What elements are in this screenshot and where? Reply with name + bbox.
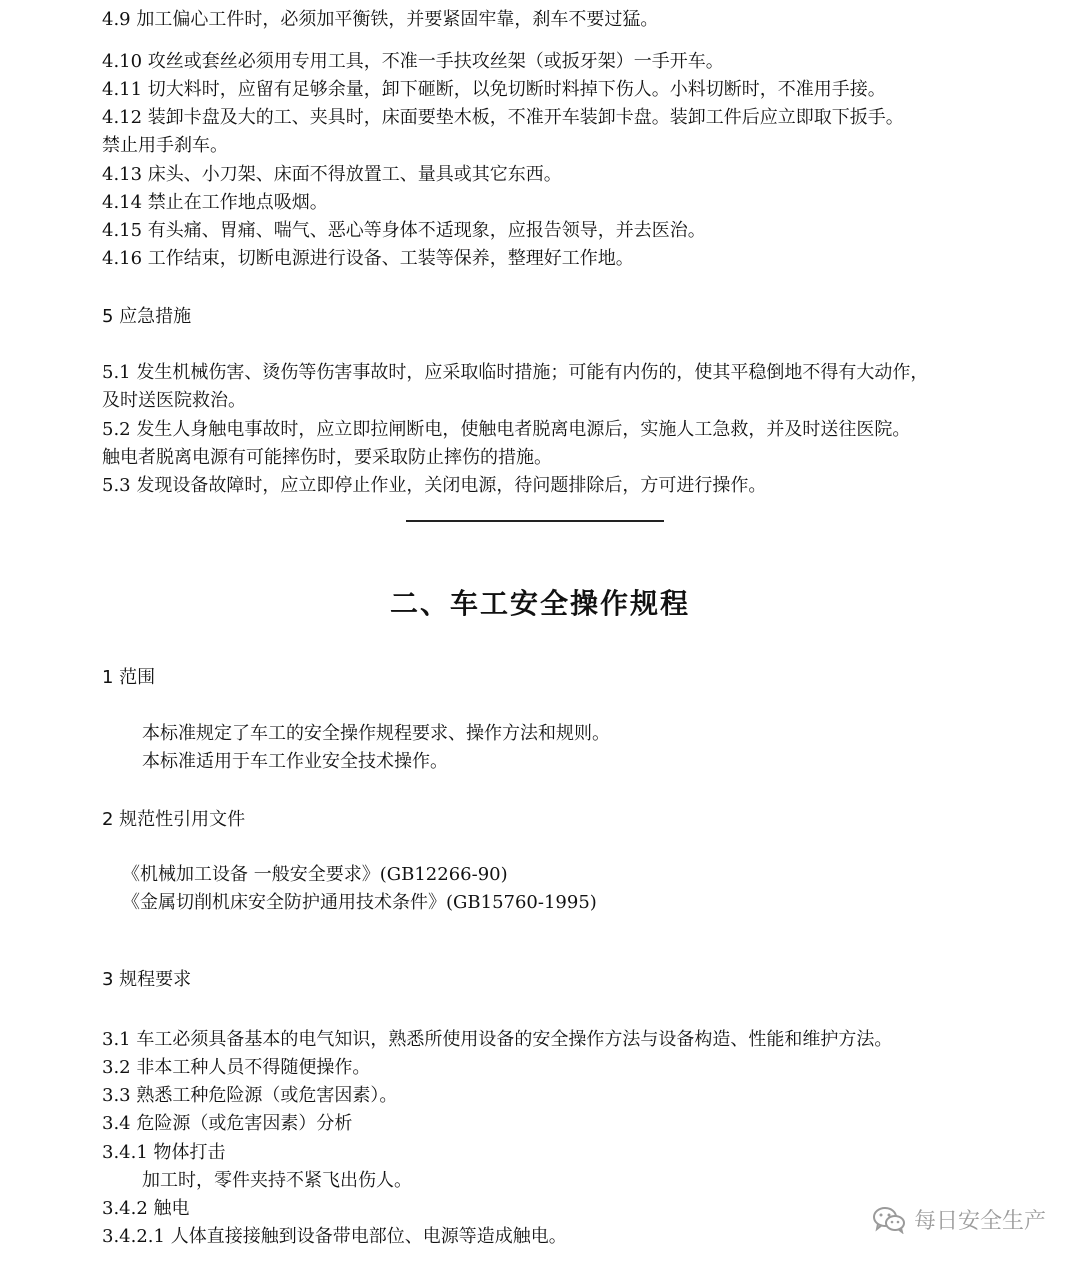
paragraph-line: 禁止用手刹车。 (102, 135, 228, 156)
paragraph-line: 触电者脱离电源有可能摔伤时，要采取防止摔伤的措施。 (102, 447, 552, 468)
paragraph-line: 4.12 装卸卡盘及大的工、夹具时，床面要垫木板，不准开车装卸卡盘。装卸工件后应立即取下扳手。 (102, 107, 904, 128)
watermark (872, 1204, 1046, 1235)
paragraph-line: 5.1 发生机械伤害、烫伤等伤害事故时，应采取临时措施；可能有内伤的，使其平稳倒地不得有大动作， (102, 362, 929, 383)
section-heading-requirements: 3 规程要求 (102, 969, 192, 990)
paragraph-line: 5.2 发生人身触电事故时，应立即拉闸断电，使触电者脱离电源后，实施人工急救，并及时送往医院。 (102, 419, 911, 440)
section-heading-references: 2 规范性引用文件 (102, 809, 246, 830)
paragraph-line: 及时送医院救治。 (102, 390, 246, 411)
paragraph-line: 4.10 攻丝或套丝必须用专用工具，不准一手扶攻丝架（或扳牙架）一手开车。 (102, 51, 724, 72)
reference-line: 《机械加工设备 一般安全要求》(GB12266-90) (122, 864, 508, 885)
paragraph-line: 3.1 车工必须具备基本的电气知识，熟悉所使用设备的安全操作方法与设备构造、性能和维护方法。 (102, 1029, 893, 1050)
paragraph-line: 4.13 床头、小刀架、床面不得放置工、量具或其它东西。 (102, 164, 562, 185)
paragraph-line: 3.4.2 触电 (102, 1198, 190, 1219)
paragraph-line: 5.3 发现设备故障时，应立即停止作业，关闭电源，待问题排除后，方可进行操作。 (102, 475, 767, 496)
paragraph-line: 4.16 工作结束，切断电源进行设备、工装等保养，整理好工作地。 (102, 248, 634, 269)
paragraph-line: 3.4 危险源（或危害因素）分析 (102, 1113, 353, 1134)
wechat-icon (872, 1206, 906, 1234)
reference-line: 《金属切削机床安全防护通用技术条件》(GB15760-1995) (122, 892, 597, 913)
paragraph-line: 3.4.1 物体打击 (102, 1142, 226, 1163)
paragraph-line: 4.11 切大料时，应留有足够余量，卸下砸断，以免切断时料掉下伤人。小料切断时，不准用手接。 (102, 79, 886, 100)
paragraph-line: 4.9 加工偏心工件时，必须加平衡铁，并要紧固牢靠，刹车不要过猛。 (102, 9, 659, 30)
page-title: 二、车工安全操作规程 (389, 587, 690, 620)
paragraph-line: 4.15 有头痛、胃痛、喘气、恶心等身体不适现象，应报告领导，并去医治。 (102, 220, 706, 241)
paragraph-line: 本标准规定了车工的安全操作规程要求、操作方法和规则。 (142, 723, 610, 744)
paragraph-line: 3.2 非本工种人员不得随便操作。 (102, 1057, 371, 1078)
paragraph-line: 3.4.2.1 人体直接接触到设备带电部位、电源等造成触电。 (102, 1226, 567, 1247)
paragraph-line: 3.3 熟悉工种危险源（或危害因素）。 (102, 1085, 398, 1106)
section-heading-scope: 1 范围 (102, 667, 156, 688)
section-divider (406, 520, 664, 522)
watermark-text: 每日安全生产 (913, 1209, 1046, 1234)
section-heading-emergency: 5 应急措施 (102, 306, 192, 327)
paragraph-line: 本标准适用于车工作业安全技术操作。 (142, 751, 448, 772)
paragraph-line: 加工时，零件夹持不紧飞出伤人。 (142, 1170, 412, 1191)
paragraph-line: 4.14 禁止在工作地点吸烟。 (102, 192, 328, 213)
